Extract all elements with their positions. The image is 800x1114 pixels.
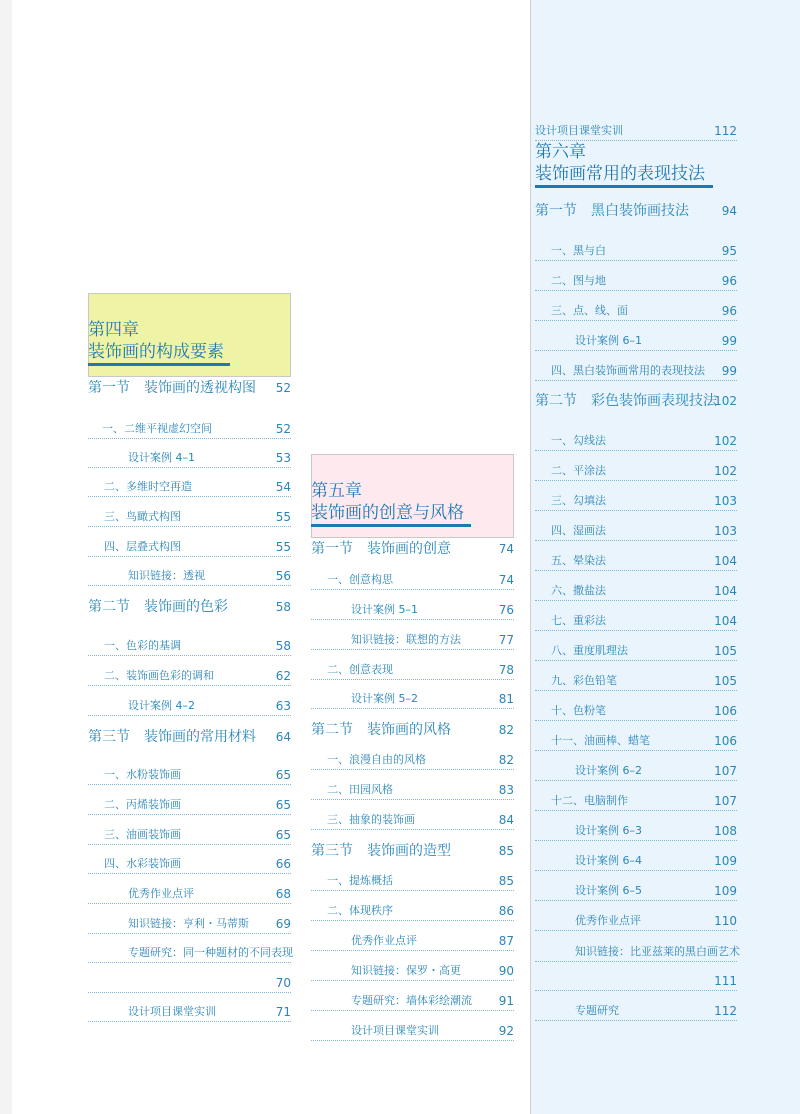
toc-page-number: 62 [275, 669, 291, 683]
toc-item-row [535, 490, 737, 511]
toc-item-label: 三、点、线、面 [551, 304, 628, 317]
toc-item-row [88, 913, 291, 934]
toc-item-row [311, 569, 514, 590]
toc-item-row [88, 506, 291, 527]
toc-page-number: 106 [714, 704, 737, 718]
toc-page-number: 90 [498, 964, 514, 978]
toc-item-label: 二、平涂法 [551, 464, 606, 477]
toc-page-number: 87 [498, 934, 514, 948]
toc-page-number: 55 [275, 510, 291, 524]
toc-section-row [88, 596, 291, 616]
toc-page-number: 104 [714, 584, 737, 598]
toc-page-number: 84 [498, 813, 514, 827]
toc-page-number: 99 [721, 364, 737, 378]
toc-item-row [535, 120, 737, 141]
chapter-4-number: 第四章 [88, 320, 139, 340]
chapter-5-number: 第五章 [311, 481, 362, 501]
toc-section-row [88, 377, 291, 397]
toc-item-label: 设计案例 6–2 [575, 764, 642, 777]
toc-page-number: 108 [714, 824, 737, 838]
toc-page-number: 71 [275, 1005, 291, 1019]
toc-page-number: 103 [714, 524, 737, 538]
toc-item-label: 设计案例 5–2 [351, 692, 418, 705]
toc-item-label: 设计项目课堂实训 [535, 124, 623, 137]
toc-page-number: 52 [275, 381, 291, 395]
toc-item-label: 专题研究：同一种题材的不同表现 [128, 946, 293, 959]
toc-page-number: 103 [714, 494, 737, 508]
toc-item-row [535, 300, 737, 321]
toc-item-row [311, 809, 514, 830]
toc-page-number: 96 [721, 274, 737, 288]
toc-item-label: 设计案例 6–3 [575, 824, 642, 837]
toc-item-label: 七、重彩法 [551, 614, 606, 627]
toc-item-row [88, 764, 291, 785]
toc-item-row [535, 270, 737, 291]
toc-section-label: 第一节 装饰画的创意 [311, 541, 451, 557]
toc-section-row [311, 538, 514, 558]
toc-section-label: 第二节 装饰画的色彩 [88, 599, 228, 615]
toc-item-label: 三、鸟瞰式构图 [104, 510, 181, 523]
toc-item-row [88, 1001, 291, 1022]
toc-item-label: 设计项目课堂实训 [351, 1024, 439, 1037]
toc-item-row [535, 520, 737, 541]
toc-item-row [535, 640, 737, 661]
toc-item-row [535, 330, 737, 351]
toc-page-number: 109 [714, 854, 737, 868]
toc-item-label: 设计案例 6–1 [575, 334, 642, 347]
toc-page-number: 58 [275, 639, 291, 653]
toc-item-label: 九、彩色铅笔 [551, 674, 617, 687]
toc-page-number: 85 [498, 844, 514, 858]
chapter-5-title-underline [311, 524, 471, 527]
toc-page-number: 77 [498, 633, 514, 647]
chapter-4-title: 装饰画的构成要素 [88, 342, 224, 362]
toc-item-label: 二、图与地 [551, 274, 606, 287]
toc-item-row [535, 460, 737, 481]
toc-page-number: 111 [714, 974, 737, 988]
toc-item-row [88, 972, 291, 993]
toc-page-number: 107 [714, 794, 737, 808]
toc-section-row [535, 200, 737, 220]
toc-page-number: 94 [721, 204, 737, 218]
toc-page-number: 52 [275, 422, 291, 436]
toc-page-number: 106 [714, 734, 737, 748]
toc-item-row [535, 550, 737, 571]
toc-item-label: 一、二维平视虚幻空间 [102, 422, 212, 435]
toc-page-number: 112 [714, 124, 737, 138]
toc-item-row [311, 990, 514, 1011]
toc-item-row [535, 760, 737, 781]
toc-item-row [311, 930, 514, 951]
toc-page-number: 82 [498, 753, 514, 767]
toc-item-label: 十二、电脑制作 [551, 794, 628, 807]
toc-page-number: 66 [275, 857, 291, 871]
toc-item-row [535, 850, 737, 871]
chapter-4-title-underline [88, 363, 230, 366]
toc-item-row [535, 941, 740, 962]
toc-item-row [535, 790, 737, 811]
toc-item-label: 专题研究 [575, 1004, 619, 1017]
toc-page-number: 86 [498, 904, 514, 918]
toc-item-row [311, 900, 514, 921]
toc-page-number: 64 [275, 730, 291, 744]
toc-item-label: 八、重度肌理法 [551, 644, 628, 657]
toc-page-number: 56 [275, 569, 291, 583]
toc-item-label: 五、晕染法 [551, 554, 606, 567]
toc-page-number: 68 [275, 887, 291, 901]
toc-item-label: 十一、油画棒、蜡笔 [551, 734, 650, 747]
toc-page-number: 104 [714, 554, 737, 568]
chapter-5-column [311, 454, 514, 1044]
toc-page-number: 95 [721, 244, 737, 258]
toc-page-number: 102 [714, 464, 737, 478]
toc-page-number: 102 [714, 394, 737, 408]
toc-page-number: 55 [275, 540, 291, 554]
toc-page-number: 91 [498, 994, 514, 1008]
toc-item-label: 一、色彩的基调 [104, 639, 181, 652]
toc-item-row [535, 880, 737, 901]
toc-item-row [535, 700, 737, 721]
chapter-6-number: 第六章 [535, 142, 586, 162]
toc-item-label: 知识链接：联想的方法 [351, 633, 461, 646]
toc-section-label: 第二节 彩色装饰画表现技法 [535, 393, 717, 409]
toc-page-number: 63 [275, 699, 291, 713]
toc-item-label: 六、撒盐法 [551, 584, 606, 597]
toc-page-number: 92 [498, 1024, 514, 1038]
toc-item-label: 优秀作业点评 [128, 887, 194, 900]
toc-page-number: 96 [721, 304, 737, 318]
toc-item-label: 二、丙烯装饰画 [104, 798, 181, 811]
toc-item-label: 二、多维时空再造 [104, 480, 192, 493]
toc-item-label: 设计项目课堂实训 [128, 1005, 216, 1018]
toc-item-row [311, 599, 514, 620]
toc-item-label: 专题研究：墙体彩绘潮流 [351, 994, 472, 1007]
toc-item-row [311, 960, 514, 981]
toc-item-label: 二、装饰画色彩的调和 [104, 669, 214, 682]
toc-item-label: 设计案例 4–2 [128, 699, 195, 712]
toc-item-row [535, 610, 737, 631]
toc-item-label: 四、层叠式构图 [104, 540, 181, 553]
toc-item-row [88, 635, 291, 656]
chapter-4-column [88, 293, 291, 1033]
toc-item-label: 知识链接：透视 [128, 569, 205, 582]
toc-item-row [311, 659, 514, 680]
toc-page-number: 74 [498, 542, 514, 556]
toc-page-number: 109 [714, 884, 737, 898]
toc-item-label: 二、创意表现 [327, 663, 393, 676]
toc-page-number: 83 [498, 783, 514, 797]
toc-item-row [88, 794, 291, 815]
toc-page-number: 69 [275, 917, 291, 931]
chapter-6-title: 装饰画常用的表现技法 [535, 164, 705, 184]
toc-page-number: 107 [714, 764, 737, 778]
toc-item-label: 设计案例 5–1 [351, 603, 418, 616]
toc-item-row [88, 883, 291, 904]
toc-item-label: 三、勾填法 [551, 494, 606, 507]
chapter-5-title: 装饰画的创意与风格 [311, 503, 464, 523]
toc-page-number: 76 [498, 603, 514, 617]
toc-item-row [535, 970, 737, 991]
toc-page-number: 85 [498, 874, 514, 888]
toc-item-row [88, 565, 291, 586]
toc-page-number: 78 [498, 663, 514, 677]
toc-page-number: 58 [275, 600, 291, 614]
toc-item-label: 四、湿画法 [551, 524, 606, 537]
toc-item-label: 十、色粉笔 [551, 704, 606, 717]
toc-item-label: 知识链接：亨利・马蒂斯 [128, 917, 249, 930]
toc-item-row [535, 820, 737, 841]
toc-page-number: 105 [714, 674, 737, 688]
toc-item-row [88, 418, 291, 439]
toc-section-label: 第一节 黑白装饰画技法 [535, 203, 689, 219]
toc-item-row [535, 430, 737, 451]
chapter-6-title-underline [535, 185, 713, 188]
toc-section-label: 第三节 装饰画的常用材料 [88, 729, 256, 745]
toc-page-number: 82 [498, 723, 514, 737]
toc-page-number: 70 [275, 976, 291, 990]
toc-item-label: 二、体现秩序 [327, 904, 393, 917]
toc-item-label: 一、黑与白 [551, 244, 606, 257]
toc-item-label: 设计案例 6–5 [575, 884, 642, 897]
toc-item-row [535, 1000, 737, 1021]
toc-item-row [311, 629, 514, 650]
toc-section-label: 第一节 装饰画的透视构图 [88, 380, 256, 396]
toc-section-row [535, 390, 737, 410]
toc-page-number: 53 [275, 451, 291, 465]
toc-item-row [535, 240, 737, 261]
toc-item-label: 四、水彩装饰画 [104, 857, 181, 870]
toc-item-label: 一、提炼概括 [327, 874, 393, 887]
toc-item-label: 三、油画装饰画 [104, 828, 181, 841]
toc-item-row [311, 779, 514, 800]
toc-page-number: 112 [714, 1004, 737, 1018]
toc-item-row [535, 360, 737, 381]
toc-item-label: 二、田园风格 [327, 783, 393, 796]
toc-item-label: 一、创意构思 [327, 573, 393, 586]
toc-item-row [88, 536, 291, 557]
toc-item-row [311, 1020, 514, 1041]
toc-page-number: 74 [498, 573, 514, 587]
toc-page-number: 65 [275, 768, 291, 782]
toc-item-row [88, 695, 291, 716]
toc-item-row [535, 910, 737, 931]
toc-item-label: 知识链接：比亚兹莱的黑白画艺术 [575, 945, 740, 958]
toc-item-row [88, 942, 291, 963]
toc-item-label: 一、勾线法 [551, 434, 606, 447]
toc-page-number: 54 [275, 480, 291, 494]
toc-item-row [88, 447, 291, 468]
toc-section-label: 第三节 装饰画的造型 [311, 843, 451, 859]
toc-section-row [311, 840, 514, 860]
toc-item-label: 知识链接：保罗・高更 [351, 964, 461, 977]
toc-item-label: 优秀作业点评 [351, 934, 417, 947]
toc-item-row [88, 476, 291, 497]
toc-item-row [535, 580, 737, 601]
toc-item-label: 一、浪漫自由的风格 [327, 753, 426, 766]
toc-page-number: 99 [721, 334, 737, 348]
left-page-edge [0, 0, 12, 1114]
chapter-6-column [535, 120, 740, 1050]
toc-item-label: 三、抽象的装饰画 [327, 813, 415, 826]
toc-item-label: 优秀作业点评 [575, 914, 641, 927]
toc-section-row [311, 719, 514, 739]
toc-item-label: 设计案例 4–1 [128, 451, 195, 464]
toc-item-row [311, 749, 514, 770]
toc-item-row [311, 870, 514, 891]
toc-item-label: 设计案例 6–4 [575, 854, 642, 867]
toc-page-number: 105 [714, 644, 737, 658]
toc-page-number: 65 [275, 828, 291, 842]
toc-item-row [535, 670, 737, 691]
toc-section-row [88, 726, 291, 746]
toc-section-label: 第二节 装饰画的风格 [311, 722, 451, 738]
toc-page-number: 102 [714, 434, 737, 448]
toc-page-number: 110 [714, 914, 737, 928]
toc-page-number: 104 [714, 614, 737, 628]
toc-item-row [88, 824, 291, 845]
toc-page-number: 65 [275, 798, 291, 812]
toc-item-label: 一、水粉装饰画 [104, 768, 181, 781]
toc-item-row [535, 730, 737, 751]
toc-item-row [88, 853, 291, 874]
toc-item-row [311, 688, 514, 709]
toc-item-label: 四、黑白装饰画常用的表现技法 [551, 364, 705, 377]
toc-page-number: 81 [498, 692, 514, 706]
toc-item-row [88, 665, 291, 686]
